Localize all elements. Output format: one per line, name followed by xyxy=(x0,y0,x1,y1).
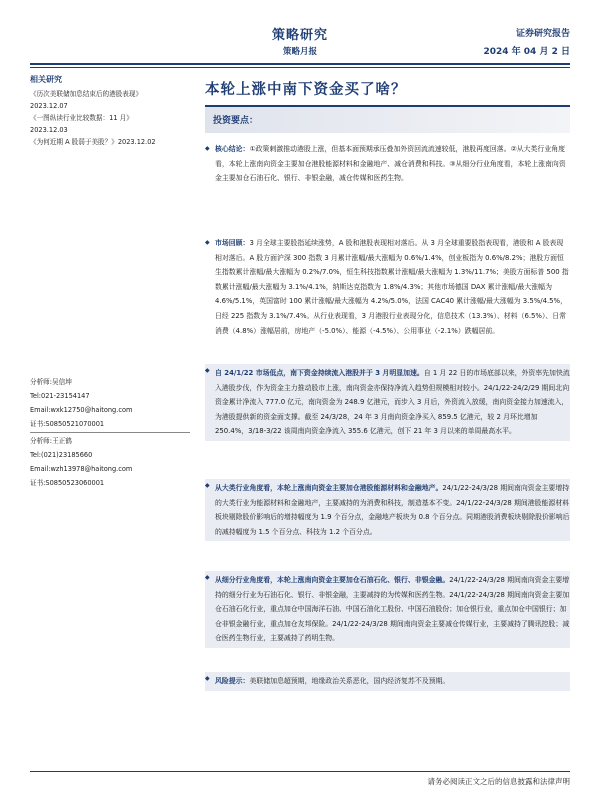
southbound-flow xyxy=(205,364,570,441)
related-title[interactable] xyxy=(30,136,190,148)
disclaimer-notice[interactable]: 请务必阅读正文之后的信息披露和法律声明 xyxy=(427,777,570,786)
analyst-cert: 证书:S0850521070001 xyxy=(30,420,105,428)
header-rule-thin xyxy=(30,67,570,68)
related-heading: 相关研究 xyxy=(30,75,62,84)
risk-warning xyxy=(205,672,570,691)
bullet-keyword: 市场回顾： xyxy=(215,239,250,247)
bullet-keyword: 从细分行业角度看，本轮上涨南向资金主要加仓石油石化、银行、非银金融。 xyxy=(215,576,450,584)
key-conclusion xyxy=(205,142,570,186)
report-date: 2024 年 04 月 2 日 xyxy=(483,47,570,57)
bullet-text: 自 1 月 22 日的市场底部以来，外资率先加快流入港股步伐，作为资金主力推动股市上涨，南向资金亦保持净流入趋势但规模相对较小。24/1/22-24/2/29 期间北向资金累计净流入 777.0 亿元，南向资金为 248.9 亿港元，而步入 3 月后，外资流入放缓，南向资金接力加速流入，为港股提供新的资金面支撑。截至 24/3/28，24 年 3 月南向资金净买入 859.5 亿港元，较 2 月环比增加 250.4%，3/18-3/22 该周南向资金净流入 355.6 亿港元，创下 21 年 3 月以来的单周最高水平。 xyxy=(215,369,570,436)
analyst-name: 分析师:吴信坤 xyxy=(30,378,72,386)
analyst-divider xyxy=(30,432,190,433)
analyst-info xyxy=(30,375,190,490)
related-date: 2023.12.03 xyxy=(30,126,68,134)
bullet-text: 美联储加息超预期，地缘政治关系恶化，国内经济复苏不及预期。 xyxy=(249,677,450,685)
bullet-text: 3 月全球主要股指延续涨势，A 股和港股表现相对落后。从 3 月全球重要股指表现看，港股和 A 股表现相对落后。A 股方面沪深 300 指数 3 月累计涨幅/最大涨幅为 0.6%/1.4%，创业板指为 0.6%/8.2%；港股方面恒生指数累计涨幅/最大涨幅为 0.2%/7.0%，恒生科技指数累计涨幅/最大涨幅为 1.3%/11.7%；美股方面标普 500 指数累计涨幅/最大涨幅为 3.1%/4.1%，纳斯达克指数为 1.8%/4.3%；其他市场德国 DAX 累计涨幅/最大涨幅为 4.6%/5.1%，英国富时 100 累计涨幅/最大涨幅为 4.2%/5.0%，法国 CAC40 累计涨幅/最大涨幅为 3.5%/4.5%，日经 225 指数为 3.1%/7.4%。从行业表现看，3 月港股行业表现分化，信息技术（13.3%）、材料（6.5%）、日常消费（4.8%）涨幅居前，房地产（-5.0%）、能源（-4.5%）、公用事业（-2.1%）跌幅居前。 xyxy=(215,239,569,335)
related-title[interactable]: 《一图纵读行业比较数据：11 月》 xyxy=(30,114,133,122)
bullet-keyword: 自 24/1/22 市场低点，南下资金持续流入港股并于 3 月明显加速。 xyxy=(215,369,424,377)
sector-view xyxy=(205,479,570,541)
market-review xyxy=(205,236,570,338)
related-title[interactable]: 《历次美联储加息结束后的港股表现》 xyxy=(30,90,143,98)
report-subtype: 策略月报 xyxy=(282,47,317,57)
summary-label: 投资要点： xyxy=(213,116,259,126)
related-title-text[interactable]: 《为何近期 A 股弱于美股？》 xyxy=(30,138,118,146)
bullet-keyword: 从大类行业角度看，本轮上涨南向资金主要加仓港股能源材料和金融地产。 xyxy=(215,484,443,492)
analyst-email[interactable]: Email:wzh13978@haitong.com xyxy=(30,465,133,473)
header-rule xyxy=(30,63,570,65)
analyst-cert: 证书:S0850523060001 xyxy=(30,479,105,487)
related-research xyxy=(30,74,190,148)
analyst-tel: Tel:021-23154147 xyxy=(30,392,90,400)
bullet-text: 24/1/22-24/3/28 期间南向资金主要增持的细分行业为石油石化、银行、非银金融，主要减持的为传媒和医药生物。24/1/22-24/3/28 期间南向资金主要加仓石油石化行业，重点加仓中国海洋石油、中国石油化工股份、中国石油股份；加仓银行业，重点加仓中国银行；加仓非银金融行业，重点加仓友邦保险。24/1/22-24/3/28 期间南向资金主要减仓传媒行业，主要减持了腾讯控股；减仓医药生物行业，主要减持了药明生物。 xyxy=(215,576,570,643)
report-type-label: 证券研究报告 xyxy=(515,29,570,39)
related-item[interactable] xyxy=(30,88,190,112)
related-date: 2023.12.07 xyxy=(30,102,68,110)
bullet-text: 24/1/22-24/3/28 期间南向资金主要增持的大类行业为能源材料和金融地产，主要减持的为消费和科技，制造基本不变。24/1/22-24/3/28 期间港股能源材料板块剔除股价影响后的增持幅度为 1.9 个百分点，金融地产板块为 0.8 个百分点。同期港股消费板块剔除股价影响后的减持幅度为 1.5 个百分点、科技为 1.2 个百分点。 xyxy=(215,484,570,536)
related-item[interactable] xyxy=(30,112,190,136)
related-date: 2023.12.02 xyxy=(117,138,156,146)
analyst-tel: Tel:(021)23185660 xyxy=(30,451,93,459)
bullet-keyword: 核心结论： xyxy=(215,145,250,153)
footer-rule xyxy=(30,771,570,772)
bullet-keyword: 风险提示： xyxy=(215,677,250,685)
summary-bar xyxy=(205,105,570,133)
report-category: 策略研究 xyxy=(271,28,328,43)
analyst-name: 分析师:王正鹤 xyxy=(30,437,72,445)
analyst-email[interactable]: Email:wxk12750@haitong.com xyxy=(30,406,133,414)
related-item[interactable] xyxy=(30,136,190,148)
report-title: 本轮上涨中南下资金买了啥？ xyxy=(205,82,407,98)
industry-view xyxy=(205,571,570,648)
bullet-text: ①政策刺激推动港股上涨，但基本面预期承压叠加外资回流流速较低，港股再度回落。②从大类行业角度看，本轮上涨南向资金主要加仓港股能源材料和金融地产、减仓消费和科技。③从细分行业角度看，本轮上涨南向资金主要加仓石油石化、银行、非银金融，减仓传媒和医药生物。 xyxy=(215,145,566,183)
